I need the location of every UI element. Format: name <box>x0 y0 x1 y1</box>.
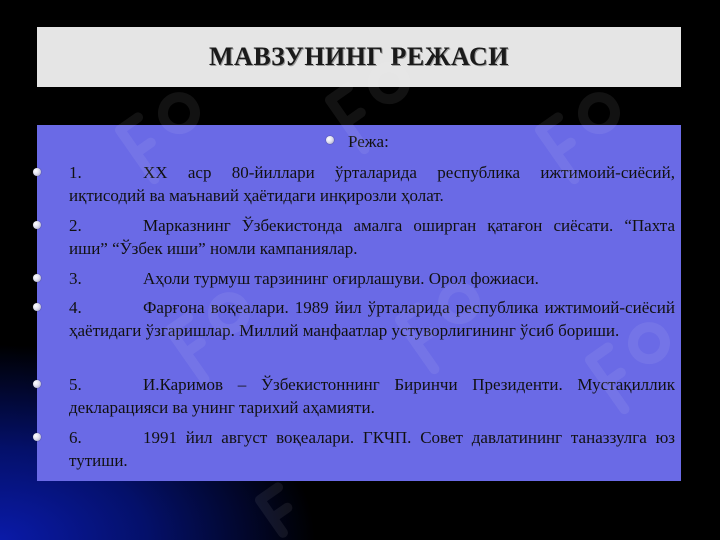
list-item-number: 2. <box>69 216 82 235</box>
title-box <box>37 27 681 87</box>
plan-heading-label: Режа: <box>348 132 389 151</box>
list-item-text: Марказнинг Ўзбекистонда амалга оширган қатағон сиёсати. “Пахта иши” “Ўзбек иши” номли кампаниялар. <box>69 216 675 258</box>
bullet-icon <box>326 136 334 144</box>
bullet-icon <box>33 380 41 388</box>
list-item-number: 5. <box>69 375 82 394</box>
list-item-body <box>69 214 675 260</box>
list-item-body <box>69 373 675 419</box>
list-item-text: Аҳоли турмуш тарзининг оғирлашуви. Орол фожиаси. <box>143 269 539 288</box>
list-item-text: 1991 йил август воқеалари. ГКЧП. Совет давлатининг таназзулга юз тутиши. <box>69 428 675 470</box>
list-item <box>33 214 683 260</box>
list-item-body <box>69 267 675 290</box>
list-item <box>33 161 683 207</box>
bullet-icon <box>33 433 41 441</box>
list-item-number: 1. <box>69 163 82 182</box>
bullet-icon <box>33 303 41 311</box>
list-item-text: Фарғона воқеалари. 1989 йил ўрталарида республика ижтимоий-сиёсий ҳаётидаги ўзгаришлар. Миллий манфаатлар устуворлигининг ўсиб бориши. <box>69 298 675 340</box>
list-item-body <box>69 161 675 207</box>
list-item <box>33 267 683 290</box>
list-item <box>33 296 683 342</box>
list-item-text: ХХ аср 80-йиллари ўрталарида республика ижтимоий-сиёсий, иқтисодий ва маънавий ҳаётидаги инқирозли ҳолат. <box>69 163 675 205</box>
list-item <box>33 426 683 472</box>
list-item-text: И.Каримов – Ўзбекистоннинг Биринчи Президенти. Мустақиллик декларацияси ва унинг тарихий аҳамияти. <box>69 375 675 417</box>
list-item-body <box>69 296 675 342</box>
list-item-body <box>69 426 675 472</box>
bullet-icon <box>33 168 41 176</box>
list-item-number: 4. <box>69 298 82 317</box>
bullet-icon <box>33 221 41 229</box>
plan-heading <box>326 131 389 153</box>
bullet-icon <box>33 274 41 282</box>
list-item <box>33 373 683 419</box>
list-item-number: 6. <box>69 428 82 447</box>
list-item-number: 3. <box>69 269 82 288</box>
slide-title: МАВЗУНИНГ РЕЖАСИ <box>209 42 509 71</box>
